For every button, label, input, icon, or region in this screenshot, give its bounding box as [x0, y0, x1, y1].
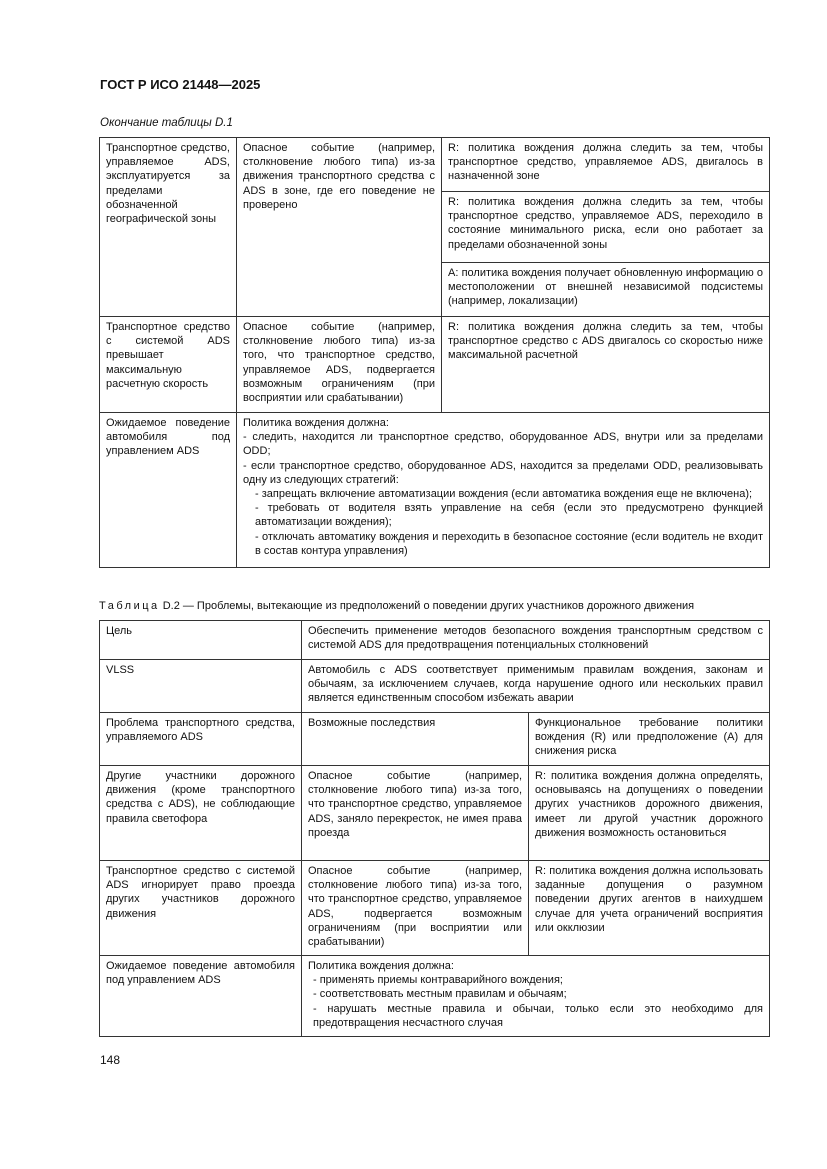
- table-header-row: [100, 713, 770, 766]
- vlss-label: VLSS: [100, 660, 302, 713]
- page-number: 148: [100, 1053, 121, 1067]
- requirement-cell: R: политика вождения должна следить за тем, чтобы транспортное средство с ADS двигалось со скоростью ниже максимальной расчетной: [442, 317, 770, 413]
- requirement-cell: R: политика вождения должна использовать заданные допущения о разумном поведении других агентов в наихудшем случае для учета ограничений восприятия или окклюзии: [529, 861, 770, 956]
- consequence-cell: Опасное событие (например, столкновение любого типа) из-за движения транспортного средства с ADS в зоне, где его поведение не проверено: [237, 138, 442, 317]
- expected-behavior-text: [237, 413, 770, 568]
- table-row: [100, 660, 770, 713]
- table-d2-caption: [99, 600, 694, 612]
- list-item: - следить, находится ли транспортное средство, оборудованное ADS, внутри или за пределами ODD;: [243, 431, 763, 458]
- consequence-cell: Опасное событие (например, столкновение любого типа) из-за того, что транспортное средство, управляемое ADS, подвергается возможным ограничениям (при восприятии или срабатывании): [302, 861, 529, 956]
- list-subitem: - требовать от водителя взять управление на себя (если это предусмотрено функцией автоматизации вождения);: [255, 502, 763, 529]
- requirement-cell: R: политика вождения должна следить за тем, чтобы транспортное средство, управляемое ADS, двигалось в назначенной зоне: [442, 138, 770, 192]
- expected-intro: Политика вождения должна:: [308, 960, 454, 972]
- list-item: - соответствовать местным правилам и обычаям;: [313, 988, 567, 1001]
- column-header: Возможные последствия: [302, 713, 529, 766]
- consequence-cell: Опасное событие (например, столкновение любого типа) из-за того, что транспортное средство, управляемое ADS, подвергается возможным ограничениям (при восприятии или срабатывании): [237, 317, 442, 413]
- expected-intro: Политика вождения должна:: [243, 417, 389, 429]
- document-header: ГОСТ Р ИСО 21448—2025: [100, 77, 261, 92]
- list-item: - если транспортное средство, оборудованное ADS, находится за пределами ODD, реализовывать одну из следующих стратегий:: [243, 459, 763, 486]
- column-header: Проблема транспортного средства, управляемого ADS: [100, 713, 302, 766]
- consequence-cell: Опасное событие (например, столкновение любого типа) из-за того, что транспортное средство, управляемое ADS, заняло перекресток, не имея права проезда: [302, 766, 529, 861]
- list-item: - применять приемы контраварийного вождения;: [313, 974, 563, 987]
- table-row: [100, 138, 770, 192]
- table-row: [100, 621, 770, 660]
- caption-prefix: Таблица: [99, 600, 160, 612]
- table-d1: [99, 137, 770, 568]
- table-continuation-caption: Окончание таблицы D.1: [100, 117, 233, 129]
- caption-text: D.2 — Проблемы, вытекающие из предположений о поведении других участников дорожного движения: [162, 600, 695, 612]
- table-row: [100, 766, 770, 861]
- goal-label: Цель: [100, 621, 302, 660]
- expected-behavior-text: [302, 956, 770, 1037]
- column-header: Функциональное требование политики вождения (R) или предположение (A) для снижения риска: [529, 713, 770, 766]
- list-subitem: - запрещать включение автоматизации вождения (если автоматика вождения еще не включена);: [255, 488, 753, 501]
- problem-cell: Транспортное средство с системой ADS превышает максимальную расчетную скорость: [100, 317, 237, 413]
- table-row: [100, 861, 770, 956]
- list-subitem: - отключать автоматику вождения и переходить в безопасное состояние (если водитель не входит в состав контура управления): [255, 530, 763, 557]
- table-row: [100, 317, 770, 413]
- assumption-cell: A: политика вождения получает обновленную информацию о местоположении от внешней независимой подсистемы (например, локализации): [442, 262, 770, 316]
- table-row: [100, 413, 770, 568]
- expected-behavior-label: Ожидаемое поведение автомобиля под управлением ADS: [100, 413, 237, 568]
- table-row: [100, 956, 770, 1037]
- requirement-cell: R: политика вождения должна определять, основываясь на допущениях о поведении других участников дорожного движения, имеет ли другой участник дорожного движения возможность остановиться: [529, 766, 770, 861]
- vlss-text: Автомобиль с ADS соответствует применимым правилам вождения, законам и обычаям, за исключением случаев, когда нарушение одного или нескольких правил является единственным способом избежать аварии: [302, 660, 770, 713]
- goal-text: Обеспечить применение методов безопасного вождения транспортным средством с системой ADS для предотвращения потенциальных столкновений: [302, 621, 770, 660]
- problem-cell: Транспортное средство с системой ADS игнорирует право проезда других участников дорожного движения: [100, 861, 302, 956]
- requirement-cell: R: политика вождения должна следить за тем, чтобы транспортное средство, управляемое ADS, переходило в состояние минимального риска, если оно работает за пределами обозначенной зоны: [442, 192, 770, 263]
- table-d2: [99, 620, 770, 1037]
- problem-cell: Другие участники дорожного движения (кроме транспортного средства с ADS), не соблюдающие правила светофора: [100, 766, 302, 861]
- problem-cell: Транспортное средство, управляемое ADS, эксплуатируется за пределами обозначенной географической зоны: [100, 138, 237, 317]
- expected-behavior-label: Ожидаемое поведение автомобиля под управлением ADS: [100, 956, 302, 1037]
- list-item: - нарушать местные правила и обычаи, только если это необходимо для предотвращения несчастного случая: [313, 1002, 763, 1029]
